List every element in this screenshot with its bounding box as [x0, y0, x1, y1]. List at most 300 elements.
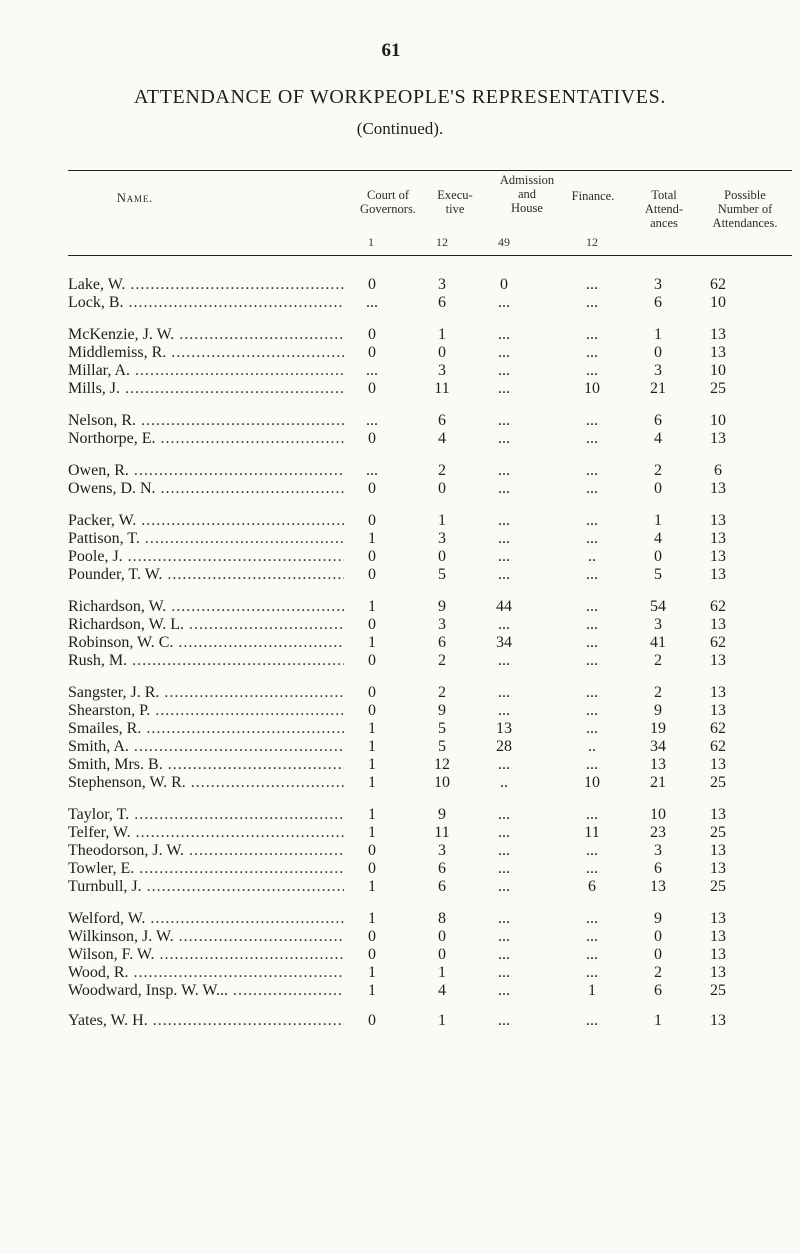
- row-possible: 13: [710, 566, 726, 583]
- row-possible: 10: [710, 362, 726, 379]
- row-finance: ...: [586, 946, 598, 963]
- table-row: [0, 928, 800, 948]
- row-court: 0: [368, 702, 376, 719]
- row-name: Pattison, T. .....: [68, 530, 344, 548]
- table-row: [0, 634, 800, 654]
- row-name: Woodward, Insp. W. W... .....: [68, 982, 344, 1000]
- row-possible: 62: [710, 738, 726, 755]
- row-total: 13: [650, 756, 666, 773]
- header-bottom-rule: [68, 255, 792, 256]
- page-subtitle: (Continued).: [356, 119, 444, 138]
- row-court: ...: [366, 362, 378, 379]
- row-executive: 3: [438, 530, 446, 547]
- table-row: [0, 430, 800, 450]
- row-possible: 62: [710, 276, 726, 293]
- row-executive: 10: [434, 774, 450, 791]
- row-executive: 0: [438, 480, 446, 497]
- row-name: Packer, W. .....: [68, 512, 344, 530]
- row-admission: ...: [498, 530, 510, 547]
- row-admission: ...: [498, 412, 510, 429]
- row-court: 1: [368, 756, 376, 773]
- row-name: Owen, R. .....: [68, 462, 344, 480]
- row-executive: 3: [438, 276, 446, 293]
- row-finance: ...: [586, 842, 598, 859]
- table-row: [0, 964, 800, 984]
- row-court: ...: [366, 294, 378, 311]
- table-row: [0, 702, 800, 722]
- row-admission: ...: [498, 616, 510, 633]
- row-name: Lake, W. .....: [68, 276, 344, 294]
- row-finance: ...: [586, 276, 598, 293]
- header-admission-line: Admission: [499, 173, 555, 187]
- row-court: 0: [368, 344, 376, 361]
- row-admission: 44: [496, 598, 512, 615]
- table-row: [0, 616, 800, 636]
- meetings-admission: 49: [498, 235, 510, 249]
- row-executive: 1: [438, 964, 446, 981]
- row-total: 2: [654, 684, 662, 701]
- row-name: Turnbull, J. .....: [68, 878, 344, 896]
- row-executive: 4: [438, 430, 446, 447]
- row-court: 0: [368, 548, 376, 565]
- row-name: Robinson, W. C. .....: [68, 634, 344, 652]
- row-possible: 13: [710, 702, 726, 719]
- row-executive: 3: [438, 616, 446, 633]
- row-executive: 0: [438, 928, 446, 945]
- row-name: Telfer, W. .....: [68, 824, 344, 842]
- row-name: Smith, Mrs. B. .....: [68, 756, 344, 774]
- table-row: [0, 512, 800, 532]
- row-name: Owens, D. N. .....: [68, 480, 344, 498]
- row-court: 0: [368, 616, 376, 633]
- row-total: 6: [654, 294, 662, 311]
- row-possible: 13: [710, 326, 726, 343]
- row-finance: ...: [586, 566, 598, 583]
- row-admission: ...: [498, 326, 510, 343]
- row-name: Middlemiss, R. .....: [68, 344, 344, 362]
- row-total: 41: [650, 634, 666, 651]
- row-executive: 3: [438, 362, 446, 379]
- row-admission: ...: [498, 362, 510, 379]
- row-court: 1: [368, 774, 376, 791]
- header-possible-number: [695, 188, 795, 230]
- row-finance: ...: [586, 860, 598, 877]
- row-admission: 13: [496, 720, 512, 737]
- row-possible: 13: [710, 512, 726, 529]
- row-total: 2: [654, 462, 662, 479]
- row-total: 54: [650, 598, 666, 615]
- header-finance-line: Finance.: [571, 189, 615, 203]
- row-executive: 2: [438, 462, 446, 479]
- row-finance: ...: [586, 512, 598, 529]
- row-finance: ...: [586, 910, 598, 927]
- row-total: 3: [654, 362, 662, 379]
- row-possible: 25: [710, 774, 726, 791]
- row-executive: 6: [438, 860, 446, 877]
- row-court: 1: [368, 738, 376, 755]
- row-court: 1: [368, 964, 376, 981]
- row-finance: ...: [586, 362, 598, 379]
- row-name: Shearston, P. .....: [68, 702, 344, 720]
- row-admission: ...: [498, 294, 510, 311]
- table-row: [0, 860, 800, 880]
- row-court: 0: [368, 946, 376, 963]
- row-admission: ...: [498, 878, 510, 895]
- row-admission: ...: [498, 480, 510, 497]
- row-total: 3: [654, 276, 662, 293]
- table-row: [0, 806, 800, 826]
- row-possible: 13: [710, 684, 726, 701]
- row-finance: ...: [586, 462, 598, 479]
- row-possible: 13: [710, 344, 726, 361]
- row-total: 1: [654, 326, 662, 343]
- row-total: 6: [654, 982, 662, 999]
- row-name: Nelson, R. .....: [68, 412, 344, 430]
- table-row: [0, 824, 800, 844]
- row-executive: 0: [438, 344, 446, 361]
- row-total: 4: [654, 530, 662, 547]
- row-total: 3: [654, 842, 662, 859]
- row-executive: 3: [438, 842, 446, 859]
- row-total: 21: [650, 774, 666, 791]
- row-possible: 13: [710, 946, 726, 963]
- table-row: [0, 1012, 800, 1032]
- header-possible-line: Number of: [717, 202, 773, 216]
- row-possible: 13: [710, 480, 726, 497]
- row-finance: ...: [586, 928, 598, 945]
- row-total: 23: [650, 824, 666, 841]
- row-admission: ...: [498, 1012, 510, 1029]
- header-executive-line: tive: [445, 202, 465, 216]
- row-possible: 62: [710, 634, 726, 651]
- table-row: [0, 756, 800, 776]
- row-possible: 13: [710, 652, 726, 669]
- row-possible: 13: [710, 842, 726, 859]
- meetings-court: 1: [368, 235, 374, 249]
- page-number: 61: [381, 40, 401, 61]
- header-admission-line: and: [517, 187, 537, 201]
- row-total: 6: [654, 860, 662, 877]
- row-admission: 34: [496, 634, 512, 651]
- row-possible: 13: [710, 548, 726, 565]
- row-admission: ...: [498, 928, 510, 945]
- row-executive: 4: [438, 982, 446, 999]
- row-name: Yates, W. H. .....: [68, 1012, 344, 1030]
- row-name: Stephenson, W. R. .....: [68, 774, 344, 792]
- row-name: Richardson, W. .....: [68, 598, 344, 616]
- row-possible: 13: [710, 1012, 726, 1029]
- row-executive: 1: [438, 512, 446, 529]
- table-row: [0, 344, 800, 364]
- row-possible: 13: [710, 806, 726, 823]
- table-row: [0, 720, 800, 740]
- row-possible: 25: [710, 824, 726, 841]
- row-name: McKenzie, J. W. .....: [68, 326, 344, 344]
- row-court: 1: [368, 806, 376, 823]
- row-total: 0: [654, 548, 662, 565]
- row-executive: 0: [438, 548, 446, 565]
- table-row: [0, 946, 800, 966]
- row-possible: 13: [710, 860, 726, 877]
- table-row: [0, 530, 800, 550]
- row-possible: 62: [710, 598, 726, 615]
- row-total: 0: [654, 480, 662, 497]
- row-possible: 13: [710, 910, 726, 927]
- row-executive: 2: [438, 684, 446, 701]
- table-row: [0, 738, 800, 758]
- row-admission: ...: [498, 430, 510, 447]
- row-name: Lock, B. .....: [68, 294, 344, 312]
- row-executive: 9: [438, 702, 446, 719]
- row-court: 1: [368, 824, 376, 841]
- table-row: [0, 598, 800, 618]
- row-finance: 6: [588, 878, 596, 895]
- row-admission: ...: [498, 652, 510, 669]
- row-name: Richardson, W. L. .....: [68, 616, 344, 634]
- header-possible-line: Attendances.: [712, 216, 778, 230]
- page-title: ATTENDANCE OF WORKPEOPLE'S REPRESENTATIVES.: [134, 86, 666, 108]
- row-executive: 11: [434, 380, 450, 397]
- row-total: 21: [650, 380, 666, 397]
- row-possible: 13: [710, 964, 726, 981]
- row-possible: 6: [714, 462, 722, 479]
- row-total: 34: [650, 738, 666, 755]
- table-row: [0, 294, 800, 314]
- row-total: 1: [654, 512, 662, 529]
- header-admission-and-house: [479, 173, 575, 215]
- row-finance: ...: [586, 530, 598, 547]
- row-admission: ...: [498, 964, 510, 981]
- header-court-line: Court of: [366, 188, 409, 202]
- row-finance: 1: [588, 982, 596, 999]
- table-row: [0, 548, 800, 568]
- row-total: 3: [654, 616, 662, 633]
- table-row: [0, 982, 800, 1002]
- row-finance: ...: [586, 964, 598, 981]
- table-row: [0, 878, 800, 898]
- header-total-attendances: [628, 188, 700, 230]
- row-court: 1: [368, 910, 376, 927]
- row-court: 1: [368, 878, 376, 895]
- header-total-line: ances: [650, 216, 678, 230]
- row-admission: ...: [498, 756, 510, 773]
- table-row: [0, 842, 800, 862]
- row-admission: ...: [498, 982, 510, 999]
- header-name: Name.: [116, 191, 154, 205]
- row-name: Smith, A. .....: [68, 738, 344, 756]
- header-admission-line: House: [511, 201, 543, 215]
- row-total: 10: [650, 806, 666, 823]
- row-finance: ...: [586, 652, 598, 669]
- row-executive: 8: [438, 910, 446, 927]
- row-total: 1: [654, 1012, 662, 1029]
- row-finance: ...: [586, 480, 598, 497]
- row-finance: ...: [586, 720, 598, 737]
- row-executive: 9: [438, 598, 446, 615]
- row-executive: 6: [438, 294, 446, 311]
- row-total: 6: [654, 412, 662, 429]
- header-possible-line: Possible: [724, 188, 766, 202]
- row-name: Welford, W. .....: [68, 910, 344, 928]
- row-finance: ..: [588, 548, 596, 565]
- row-admission: ...: [498, 860, 510, 877]
- row-court: ...: [366, 412, 378, 429]
- row-admission: ...: [498, 380, 510, 397]
- header-court-of-governors: [348, 188, 428, 216]
- row-executive: 6: [438, 634, 446, 651]
- row-total: 4: [654, 430, 662, 447]
- row-court: 1: [368, 720, 376, 737]
- row-possible: 13: [710, 616, 726, 633]
- row-court: 0: [368, 566, 376, 583]
- row-finance: ...: [586, 294, 598, 311]
- row-possible: 13: [710, 928, 726, 945]
- table-row: [0, 652, 800, 672]
- meetings-finance: 12: [586, 235, 598, 249]
- row-executive: 5: [438, 738, 446, 755]
- row-executive: 5: [438, 720, 446, 737]
- row-court: 1: [368, 982, 376, 999]
- header-executive: [425, 188, 485, 216]
- table-row: [0, 910, 800, 930]
- row-executive: 12: [434, 756, 450, 773]
- row-admission: ...: [498, 462, 510, 479]
- header-finance: [563, 189, 623, 203]
- row-finance: ...: [586, 616, 598, 633]
- table-row: [0, 774, 800, 794]
- row-admission: ...: [498, 684, 510, 701]
- row-court: 1: [368, 598, 376, 615]
- row-executive: 9: [438, 806, 446, 823]
- row-court: 1: [368, 634, 376, 651]
- row-court: 0: [368, 860, 376, 877]
- row-finance: ...: [586, 756, 598, 773]
- row-finance: ...: [586, 806, 598, 823]
- row-finance: ...: [586, 326, 598, 343]
- row-name: Millar, A. .....: [68, 362, 344, 380]
- table-row: [0, 462, 800, 482]
- meetings-executive: 12: [436, 235, 448, 249]
- row-name: Poole, J. .....: [68, 548, 344, 566]
- row-admission: ...: [498, 548, 510, 565]
- row-finance: ...: [586, 684, 598, 701]
- row-admission: 0: [500, 276, 508, 293]
- row-total: 0: [654, 928, 662, 945]
- row-possible: 25: [710, 878, 726, 895]
- table-row: [0, 326, 800, 346]
- row-court: 0: [368, 652, 376, 669]
- row-name: Taylor, T. .....: [68, 806, 344, 824]
- row-executive: 0: [438, 946, 446, 963]
- row-finance: ...: [586, 412, 598, 429]
- row-court: 0: [368, 380, 376, 397]
- row-admission: ...: [498, 806, 510, 823]
- row-finance: 10: [584, 380, 600, 397]
- row-executive: 1: [438, 1012, 446, 1029]
- row-total: 2: [654, 652, 662, 669]
- row-court: 0: [368, 684, 376, 701]
- table-row: [0, 412, 800, 432]
- table-row: [0, 480, 800, 500]
- row-total: 5: [654, 566, 662, 583]
- row-total: 9: [654, 702, 662, 719]
- row-finance: ...: [586, 1012, 598, 1029]
- row-admission: ...: [498, 842, 510, 859]
- row-finance: ...: [586, 598, 598, 615]
- table-row: [0, 380, 800, 400]
- row-court: 0: [368, 480, 376, 497]
- row-executive: 6: [438, 878, 446, 895]
- row-total: 13: [650, 878, 666, 895]
- row-court: 0: [368, 928, 376, 945]
- row-name: Smailes, R. .....: [68, 720, 344, 738]
- row-name: Mills, J. .....: [68, 380, 344, 398]
- row-finance: ...: [586, 430, 598, 447]
- header-executive-line: Execu-: [437, 188, 473, 202]
- row-finance: 11: [584, 824, 600, 841]
- table-row: [0, 684, 800, 704]
- row-finance: ...: [586, 702, 598, 719]
- table-row: [0, 276, 800, 296]
- header-total-line: Attend-: [644, 202, 684, 216]
- row-possible: 13: [710, 530, 726, 547]
- row-possible: 13: [710, 756, 726, 773]
- row-court: 0: [368, 276, 376, 293]
- row-admission: ...: [498, 946, 510, 963]
- row-executive: 2: [438, 652, 446, 669]
- row-executive: 5: [438, 566, 446, 583]
- row-total: 0: [654, 344, 662, 361]
- row-admission: ..: [500, 774, 508, 791]
- row-total: 19: [650, 720, 666, 737]
- row-admission: ...: [498, 824, 510, 841]
- row-possible: 25: [710, 982, 726, 999]
- row-executive: 1: [438, 326, 446, 343]
- header-total-line: Total: [651, 188, 677, 202]
- row-court: 0: [368, 326, 376, 343]
- row-name: Theodorson, J. W. .....: [68, 842, 344, 860]
- row-finance: ...: [586, 344, 598, 361]
- row-name: Sangster, J. R. .....: [68, 684, 344, 702]
- row-name: Northorpe, E. .....: [68, 430, 344, 448]
- row-possible: 10: [710, 412, 726, 429]
- row-finance: 10: [584, 774, 600, 791]
- row-court: 0: [368, 512, 376, 529]
- row-name: Wilkinson, J. W. .....: [68, 928, 344, 946]
- row-court: 0: [368, 430, 376, 447]
- row-possible: 13: [710, 430, 726, 447]
- row-executive: 11: [434, 824, 450, 841]
- row-admission: ...: [498, 566, 510, 583]
- row-possible: 62: [710, 720, 726, 737]
- row-court: 1: [368, 530, 376, 547]
- row-court: ...: [366, 462, 378, 479]
- row-name: Towler, E. .....: [68, 860, 344, 878]
- row-name: Wilson, F. W. .....: [68, 946, 344, 964]
- row-possible: 10: [710, 294, 726, 311]
- row-finance: ..: [588, 738, 596, 755]
- row-court: 0: [368, 1012, 376, 1029]
- row-admission: ...: [498, 910, 510, 927]
- row-name: Rush, M. .....: [68, 652, 344, 670]
- row-total: 0: [654, 946, 662, 963]
- row-possible: 25: [710, 380, 726, 397]
- row-admission: ...: [498, 512, 510, 529]
- row-name: Pounder, T. W. .....: [68, 566, 344, 584]
- header-court-line: Governors.: [360, 202, 416, 216]
- row-admission: ...: [498, 702, 510, 719]
- header-top-rule: [68, 170, 792, 171]
